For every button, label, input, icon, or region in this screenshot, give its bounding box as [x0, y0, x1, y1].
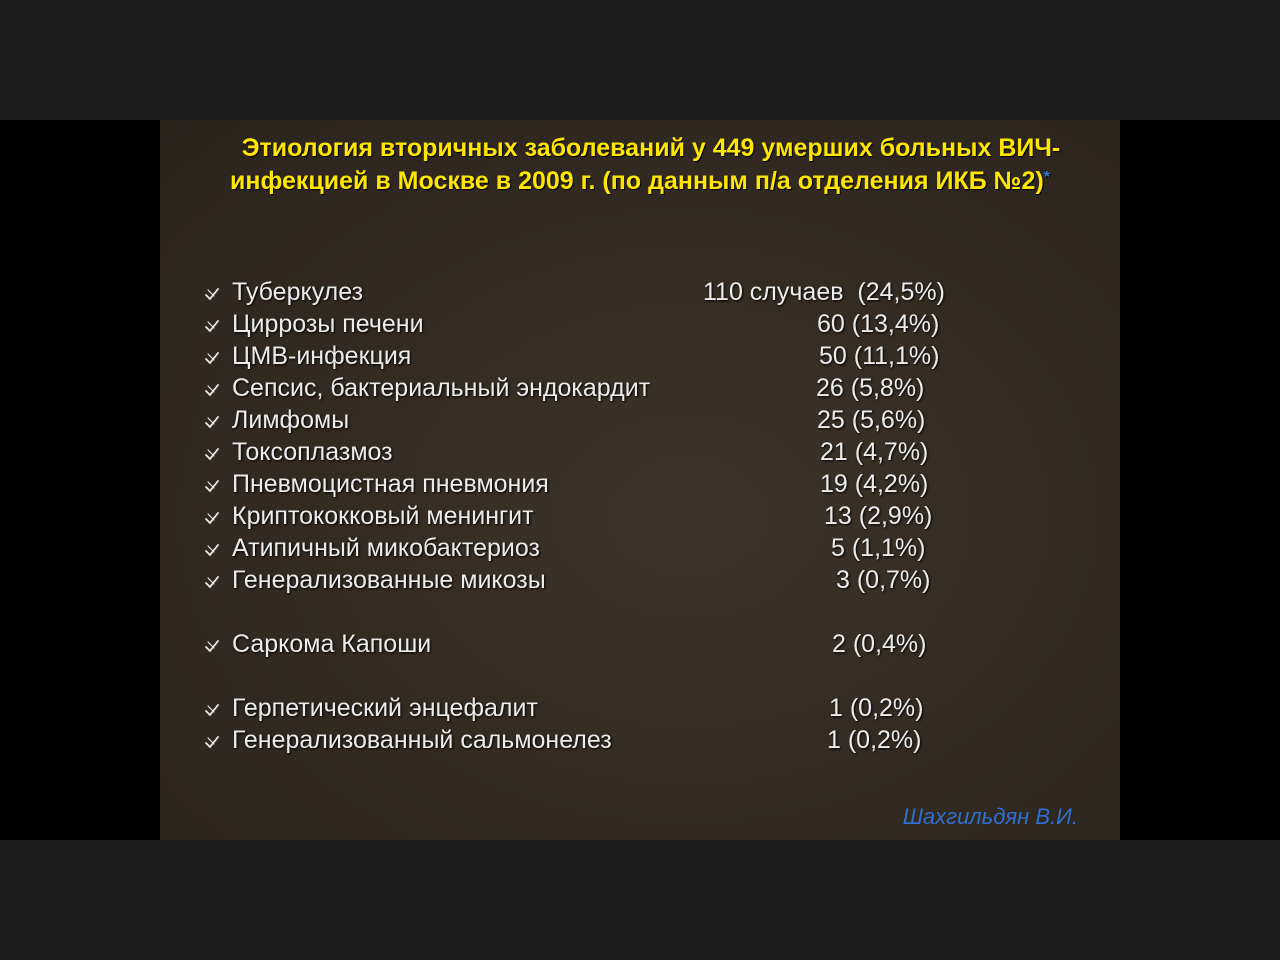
slide-title-line-2-text: инфекцией в Москве в 2009 г. (по данным п/а отделения ИКБ №2)	[229, 167, 1044, 195]
diagnosis-list	[160, 120, 1120, 840]
case-count: 110 случаев (24,5%)	[703, 278, 945, 306]
letterbox-bottom	[0, 840, 1280, 960]
case-count: 1 (0,2%)	[829, 694, 924, 722]
check-mark-icon	[204, 318, 220, 334]
diagnosis-label: Циррозы печени	[232, 310, 424, 338]
check-mark-icon	[204, 702, 220, 718]
letterbox-top	[0, 0, 1280, 120]
list-item	[200, 404, 1080, 436]
diagnosis-label: Криптококковый менингит	[232, 502, 534, 530]
author-credit: Шахгильдян В.И.	[902, 804, 1078, 829]
list-item	[200, 436, 1080, 468]
diagnosis-label: Пневмоцистная пневмония	[232, 470, 549, 498]
case-count: 21 (4,7%)	[820, 438, 929, 466]
check-mark-icon	[204, 446, 220, 462]
case-count: 5 (1,1%)	[831, 534, 926, 562]
diagnosis-label: Туберкулез	[232, 278, 364, 306]
list-item	[200, 628, 1080, 660]
check-mark-icon	[204, 286, 220, 302]
check-mark-icon	[204, 382, 220, 398]
diagnosis-label: Сепсис, бактериальный эндокардит	[232, 374, 651, 402]
slide	[160, 120, 1120, 840]
list-item	[200, 724, 1080, 756]
case-count: 50 (11,1%)	[819, 342, 940, 370]
footnote-asterisk: *	[1043, 169, 1051, 186]
case-count: 13 (2,9%)	[824, 502, 933, 530]
check-mark-icon	[204, 542, 220, 558]
diagnosis-label: Генерализованный сальмонелез	[232, 726, 612, 754]
diagnosis-label: Токсоплазмоз	[232, 438, 393, 466]
list-item	[200, 308, 1080, 340]
check-mark-icon	[204, 478, 220, 494]
diagnosis-label: Генерализованные микозы	[232, 566, 546, 594]
check-mark-icon	[204, 510, 220, 526]
case-count: 3 (0,7%)	[836, 566, 931, 594]
check-mark-icon	[204, 734, 220, 750]
diagnosis-label: Атипичный микобактериоз	[232, 534, 540, 562]
case-count: 25 (5,6%)	[817, 406, 926, 434]
case-count: 1 (0,2%)	[827, 726, 922, 754]
diagnosis-label: ЦМВ-инфекция	[232, 342, 412, 370]
list-item	[200, 372, 1080, 404]
list-item	[200, 468, 1080, 500]
case-count: 60 (13,4%)	[817, 310, 940, 338]
case-count: 19 (4,2%)	[820, 470, 929, 498]
case-count: 2 (0,4%)	[832, 630, 927, 658]
check-mark-icon	[204, 350, 220, 366]
list-item	[200, 500, 1080, 532]
check-mark-icon	[204, 638, 220, 654]
list-item	[200, 692, 1080, 724]
diagnosis-label: Саркома Капоши	[232, 630, 432, 658]
list-item	[200, 532, 1080, 564]
check-mark-icon	[204, 414, 220, 430]
check-mark-icon	[204, 574, 220, 590]
list-item	[200, 340, 1080, 372]
list-item	[200, 276, 1080, 308]
slide-title-line-1: Этиология вторичных заболеваний у 449 умерших больных ВИЧ-	[241, 134, 1061, 162]
diagnosis-label: Герпетический энцефалит	[232, 694, 538, 722]
case-count: 26 (5,8%)	[816, 374, 925, 402]
diagnosis-label: Лимфомы	[232, 406, 350, 434]
list-item	[200, 564, 1080, 596]
